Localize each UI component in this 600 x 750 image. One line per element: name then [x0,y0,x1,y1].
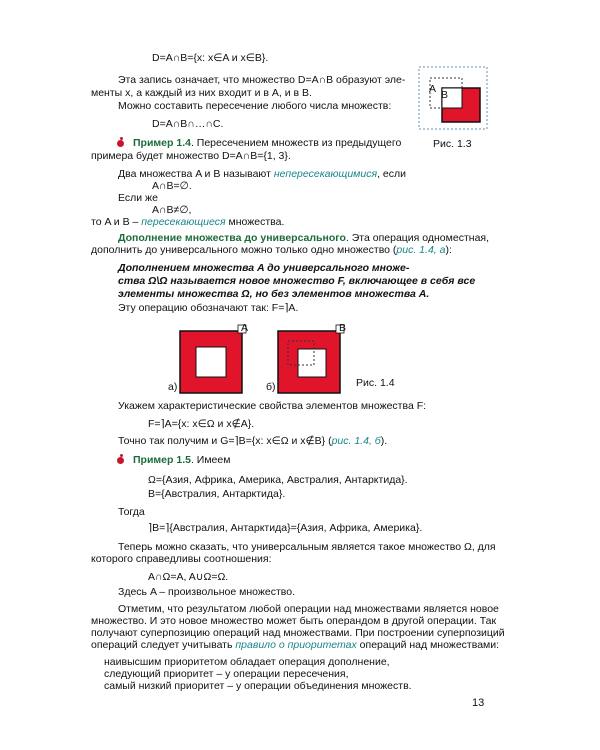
definition-line: Дополнением множества A до универсального множе- [118,262,410,274]
paragraph-line: менты x, а каждый из них входит и в A, и в B. [91,87,312,99]
term-intersecting: пересекающиеся [141,216,226,228]
formula-complement-b: ⌉B=⌉{Австралия, Антарктида}={Азия, Африка, Америка}. [148,522,423,534]
figure-1-4-caption: Рис. 1.4 [356,377,395,389]
example-bullet-icon [117,140,124,147]
text: операций над множествами: [356,639,500,651]
figure-label-a: A [429,83,437,95]
example-1-4-line [133,137,401,150]
paragraph-line: Можно составить пересечение любого числа множеств: [118,100,392,112]
text: множества. [225,216,285,228]
figure-ref: рис. 1.4, а [396,244,446,256]
example-title: Пример 1.4 [133,137,191,149]
paragraph-line: Эта запись означает, что множество D=A∩B образуют эле- [118,74,406,86]
section-title: Дополнение множества до универсального [118,232,346,244]
figure-ref: рис. 1.4, б [331,435,381,447]
definition-block [118,262,490,301]
paragraph-line: примера будет множество D=A∩B={1, 3}. [91,150,291,162]
priority-list-item: самый низкий приоритет – у операции объединения множеств. [104,680,412,692]
figure-sub-b: б) [266,381,276,393]
formula-b-set: B={Австралия, Антарктида}. [148,488,286,500]
figure-label-b: B [339,322,347,334]
figure-label-b: B [441,89,449,101]
definition-line: ства Ω\Ω называется новое множество F, включающее в себя все [118,275,476,287]
example-1-5-line [133,454,230,467]
text: . Имеем [190,454,231,466]
formula-complement-a: F=⌉A={x: x∈Ω и x∉A}. [148,418,255,430]
figure-1-3 [418,66,488,130]
formula-intersection-many: D=A∩B∩…∩C. [152,118,224,130]
text: дополнить до универсального можно только одно множество ( [91,244,397,256]
text: ): [445,244,452,256]
text: ). [380,435,388,447]
set-b-square [298,349,326,377]
paragraph-line [91,244,452,257]
paragraph-line: которого справедливы соотношения: [91,553,272,565]
text: то A и B – [91,216,142,228]
figure-1-3-caption: Рис. 1.3 [433,138,472,150]
paragraph-line [91,216,284,229]
paragraph-line: Если же [118,192,158,204]
paragraph-line: множество. И это новое множество может быть операндом в другой операции. Так [91,615,497,627]
paragraph-line: получают суперпозицию операций над множествами. При построении суперпозиций [91,627,505,639]
text: . Эта операция одноместная, [345,232,490,244]
priority-list-item: наивысшим приоритетом обладает операция дополнение, [104,656,390,668]
paragraph-line: Эту операцию обозначают так: F=⌉A. [118,302,299,314]
formula-empty: A∩B=∅. [152,180,192,192]
formula-omega: Ω={Азия, Африка, Америка, Австралия, Антарктида}. [148,474,408,486]
formula-universal: A∩Ω=A, A∪Ω=Ω. [148,571,229,583]
paragraph-line: Теперь можно сказать, что универсальным является такое множество Ω, для [118,541,496,553]
text: Два множества A и B называют [118,168,274,180]
example-text: . Пересечением множеств из предыдущего [190,137,402,149]
text: , если [377,168,406,180]
text: Точно так получим и G=⌉B={x: x∈Ω и x∉B} ( [118,435,332,447]
definition-line: элементы множества Ω, но без элементов множества A. [118,288,430,300]
paragraph-line [118,435,387,448]
figure-1-4b [276,323,348,395]
formula-nonempty: A∩B≠∅, [152,204,192,216]
paragraph-line: Тогда [118,506,145,518]
priority-list-item: следующий приоритет – у операции пересечения, [104,668,349,680]
page-number: 13 [472,697,485,709]
paragraph-line: Отметим, что результатом любой операции над множествами является новое [118,603,499,615]
example-bullet-icon [117,457,124,464]
example-title: Пример 1.5 [133,454,191,466]
set-a-square [196,347,226,377]
term-priority-rule: правило о приоритетах [235,639,357,651]
formula-intersection: D=A∩B={x: x∈A и x∈B}. [152,52,269,64]
figure-sub-a: а) [168,381,178,393]
paragraph-line: Здесь A – произвольное множество. [118,586,296,598]
text: операций следует учитывать [91,639,236,651]
paragraph-line: Укажем характеристические свойства элементов множества F: [118,400,427,412]
paragraph-line [91,639,499,652]
figure-label-a: A [241,322,249,334]
figure-1-4a [178,323,250,395]
term-disjoint: непересекающимися [273,168,378,180]
